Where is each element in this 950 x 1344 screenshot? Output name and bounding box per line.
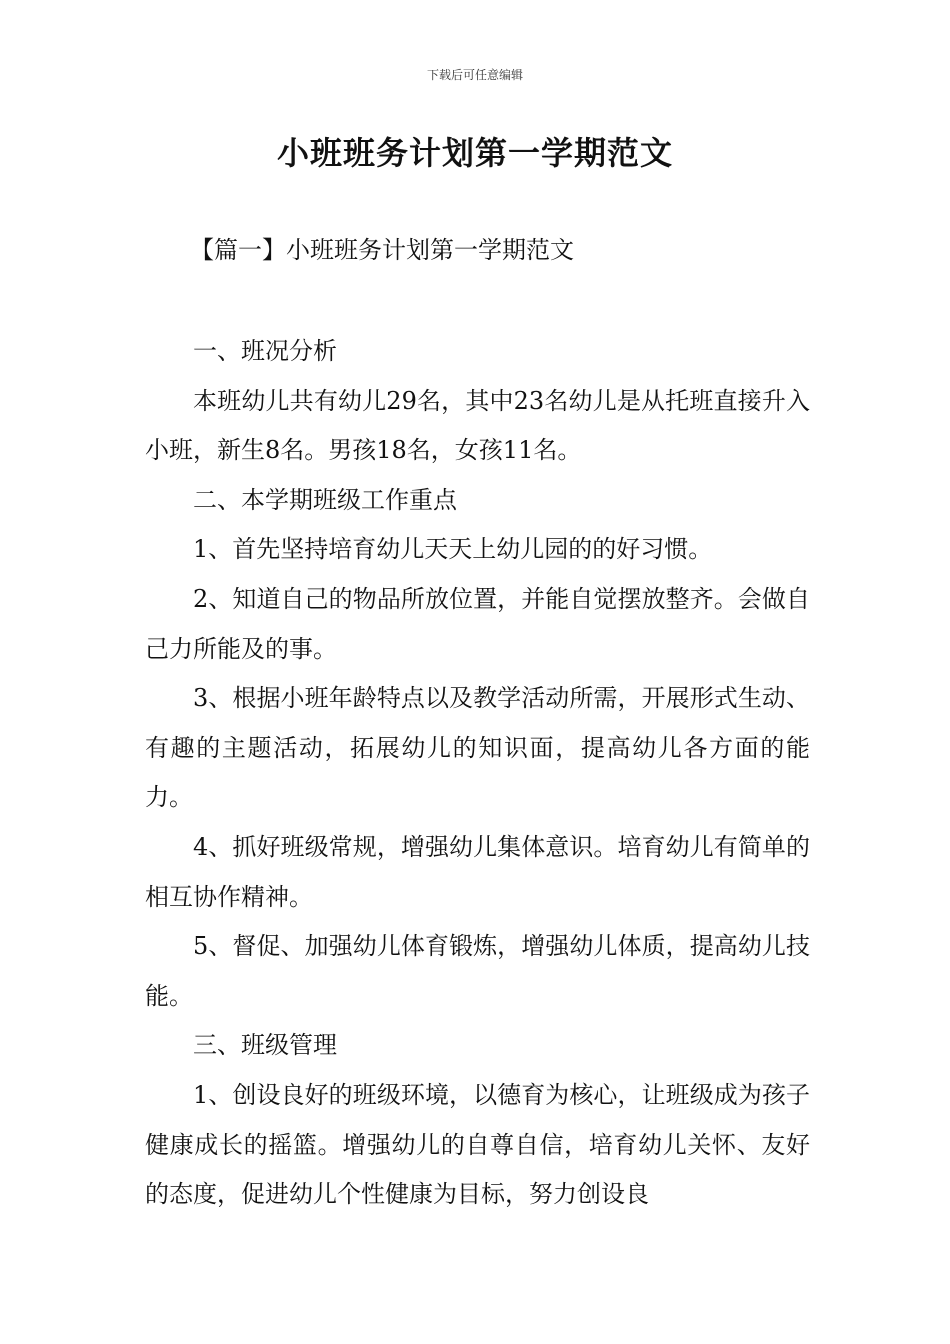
paragraph: 一、班况分析 bbox=[193, 337, 337, 365]
paragraph: 4、抓好班级常规，增强幼儿集体意识。培育幼儿有简单的相互协作精神。 bbox=[145, 832, 810, 911]
paragraph: 本班幼儿共有幼儿29名，其中23名幼儿是从托班直接升入小班，新生8名。男孩18名，女孩11名。 bbox=[145, 386, 810, 465]
paragraph: 3、根据小班年龄特点以及教学活动所需，开展形式生动、有趣的主题活动，拓展幼儿的知识面，提高幼儿各方面的能力。 bbox=[145, 684, 810, 812]
document-title: 小班班务计划第一学期范文 bbox=[276, 134, 673, 172]
paragraph: 二、本学期班级工作重点 bbox=[193, 485, 457, 514]
section-subtitle: 【篇一】小班班务计划第一学期范文 bbox=[190, 236, 574, 264]
header-note: 下载后可任意编辑 bbox=[426, 68, 523, 82]
paragraph: 2、知道自己的物品所放位置，并能自觉摆放整齐。会做自己力所能及的事。 bbox=[145, 584, 810, 663]
body-text bbox=[145, 327, 810, 1220]
paragraph: 1、创设良好的班级环境，以德育为核心，让班级成为孩子健康成长的摇篮。增强幼儿的自尊自信，培育幼儿关怀、友好的态度，促进幼儿个性健康为目标，努力创设良 bbox=[145, 1080, 810, 1209]
paragraph: 三、班级管理 bbox=[193, 1031, 337, 1060]
paragraph: 1、首先坚持培育幼儿天天上幼儿园的的好习惯。 bbox=[193, 535, 713, 564]
paragraph: 5、督促、加强幼儿体育锻炼，增强幼儿体质，提高幼儿技能。 bbox=[145, 932, 810, 1010]
